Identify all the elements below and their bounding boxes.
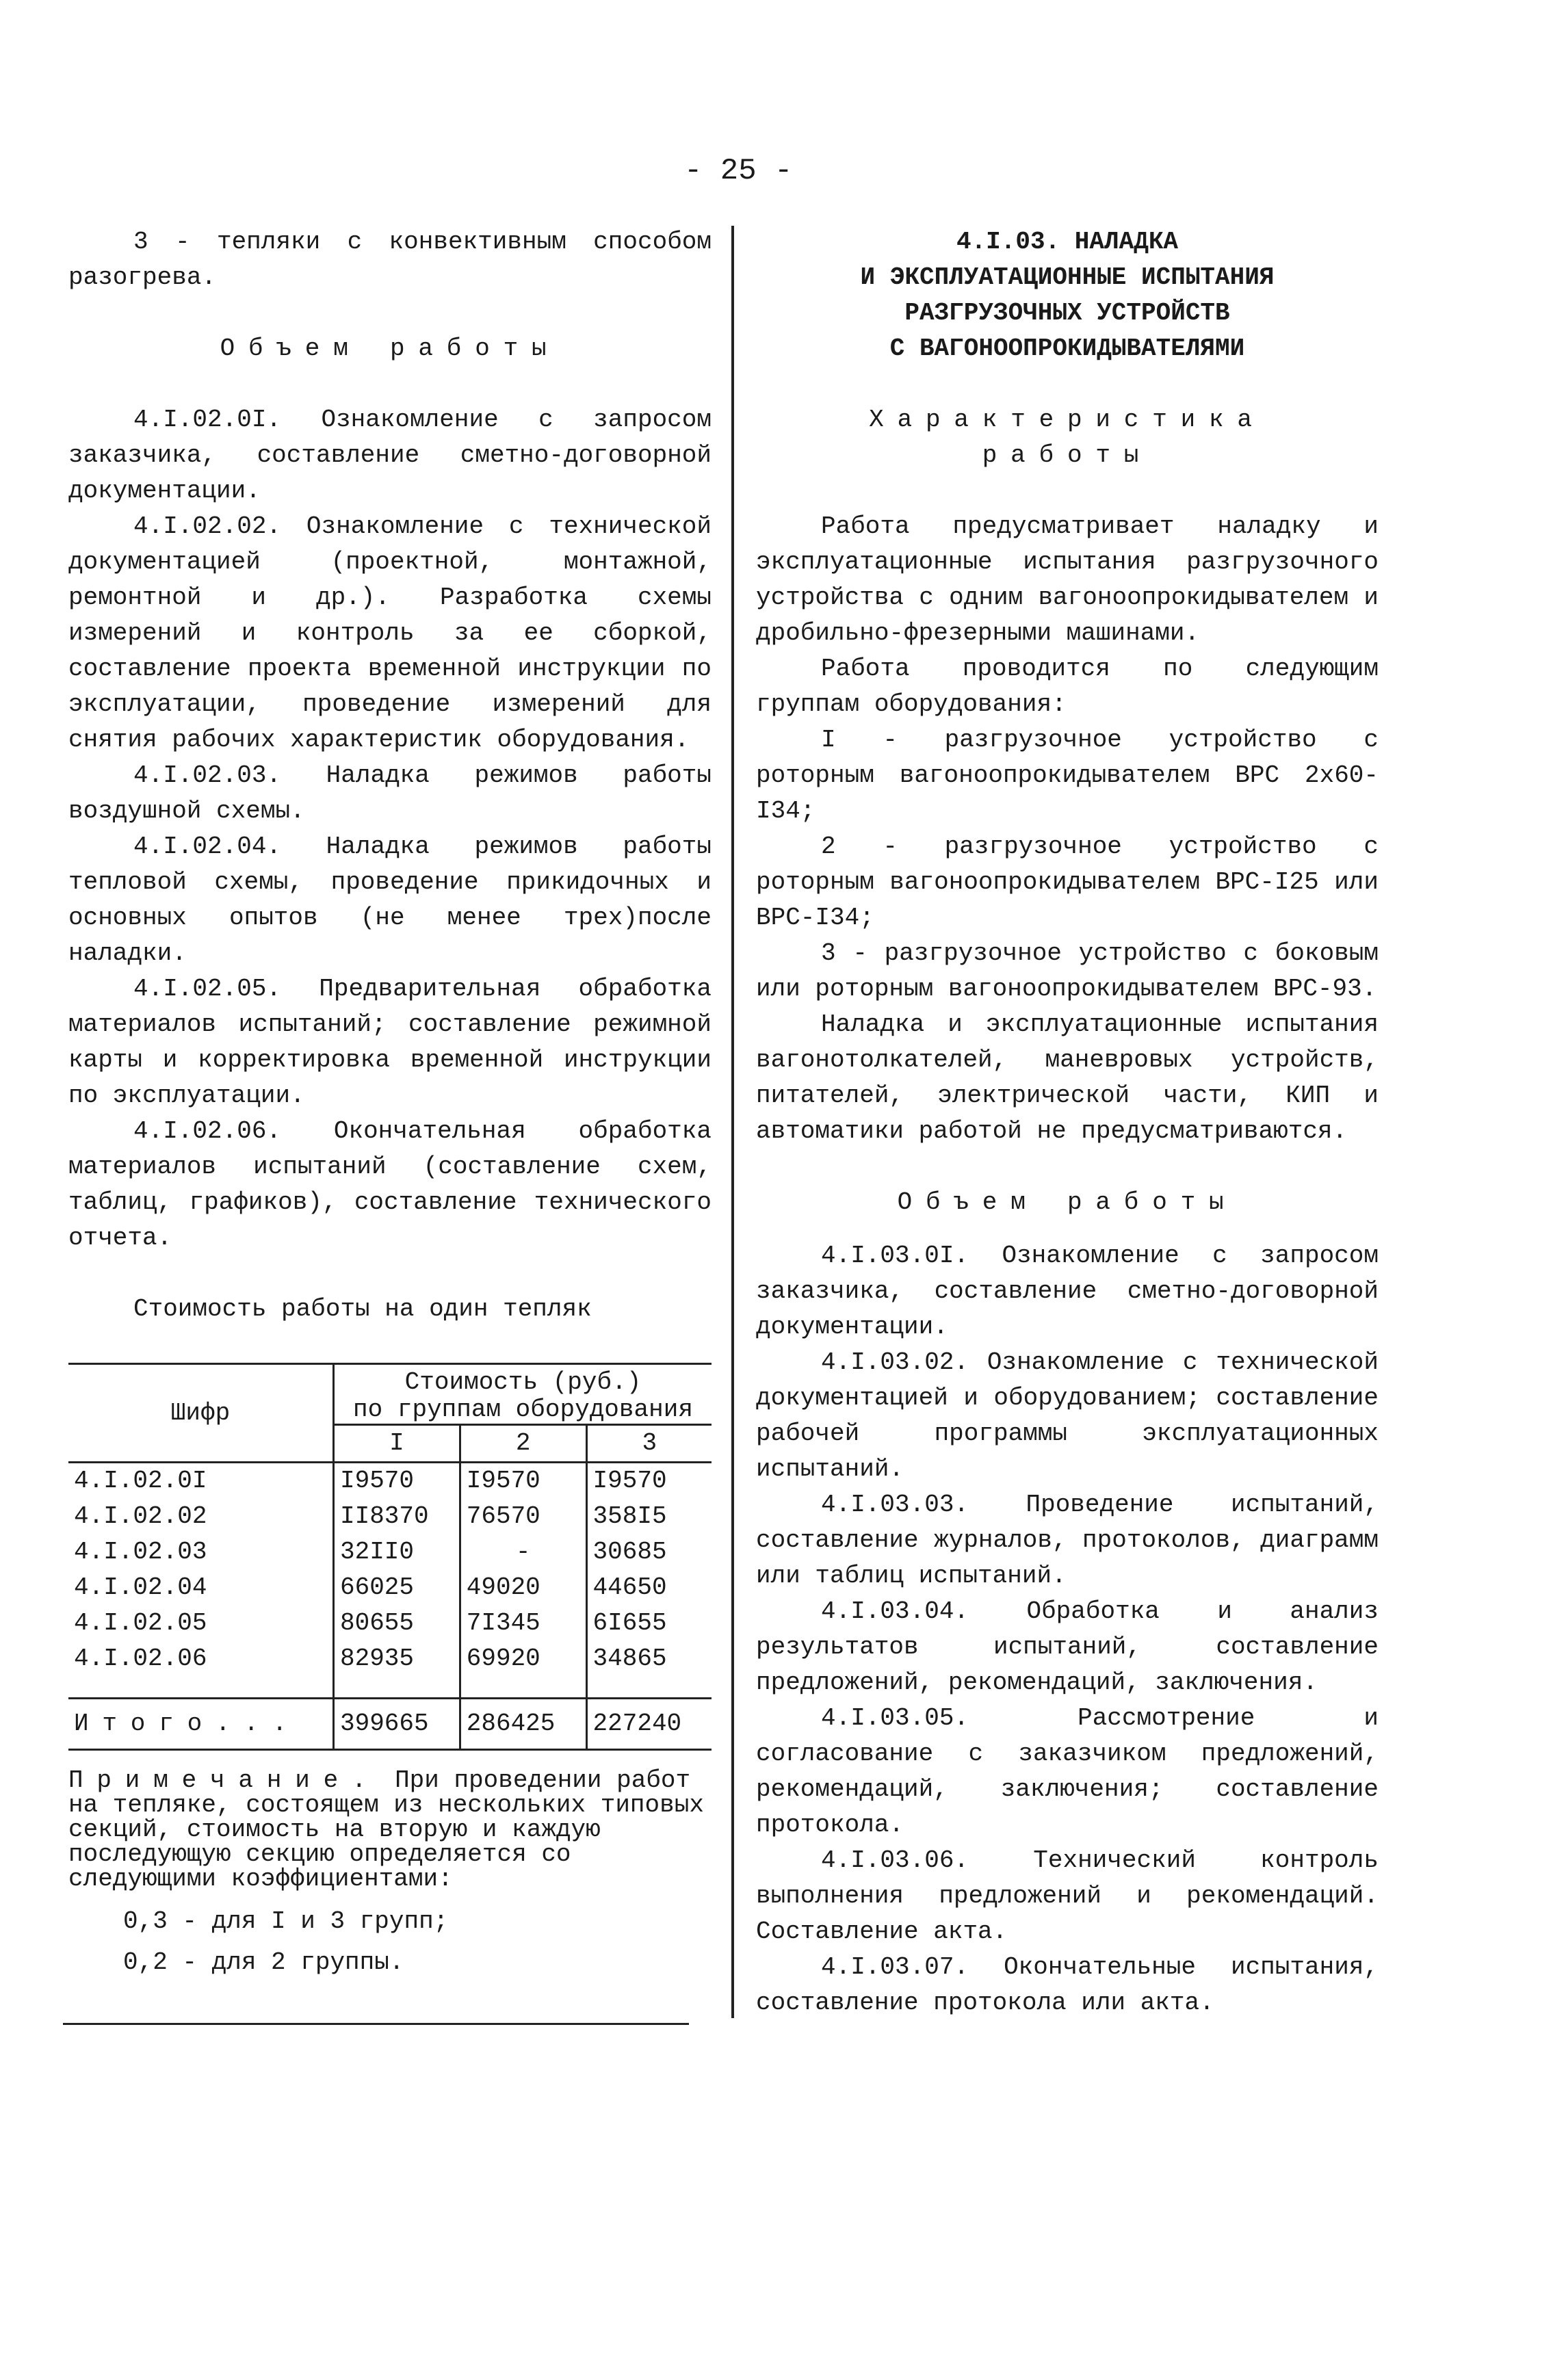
table-cell: II8370	[334, 1499, 460, 1534]
table-cell: 80655	[334, 1606, 460, 1641]
table-header-cost-line1: Стоимость (руб.)	[404, 1368, 642, 1396]
work-item: 4.I.02.06. Окончательная обработка материалов испытаний (составление схем, таблиц, графиков), составление технического отчета.	[68, 1117, 712, 1252]
work-item: 4.I.02.05. Предварительная обработка материалов испытаний; составление режимной карты и корректировка временной инструкции по эксплуатации.	[68, 975, 712, 1110]
description-paragraph: Работа проводится по следующим группам оборудования:	[756, 655, 1379, 718]
note-text: При проведении работ на тепляке, состоящем из нескольких типовых секций, стоимость на вторую и каждую последующую секцию определяется со следующими коэффициентами:	[68, 1766, 704, 1893]
table-cell-code: 4.I.02.0I	[74, 1467, 207, 1495]
table-cell: 49020	[460, 1570, 586, 1606]
table-cell: 34865	[586, 1641, 712, 1699]
table-cell: 69920	[460, 1641, 586, 1699]
table-header-cost	[334, 1364, 712, 1425]
table-cell: 32II0	[334, 1534, 460, 1570]
table-row	[68, 1641, 712, 1699]
table-cell: 82935	[334, 1641, 460, 1699]
note-list-item: 0,3 - для I и 3 групп;	[123, 1907, 449, 1935]
table-header-code: Шифр	[68, 1364, 334, 1463]
scope-heading-right: Объем работы	[897, 1188, 1238, 1216]
group-item: I - разгрузочное устройство с роторным вагоноопрокидывателем ВРС 2х60-I34;	[756, 726, 1379, 825]
table-group-header: 2	[460, 1425, 586, 1463]
section-heading-line: И ЭКСПЛУАТАЦИОННЫЕ ИСПЫТАНИЯ	[860, 263, 1275, 291]
cost-table-title: Стоимость работы на один тепляк	[133, 1295, 592, 1323]
column-divider	[731, 226, 734, 2018]
right-column	[756, 224, 1379, 2021]
table-cell: 30685	[586, 1534, 712, 1570]
table-header-cost-line2: по группам оборудования	[353, 1396, 693, 1424]
table-group-header: 3	[586, 1425, 712, 1463]
work-item: 4.I.03.07. Окончательные испытания, составление протокола или акта.	[756, 1953, 1379, 2017]
work-item: 4.I.02.0I. Ознакомление с запросом заказчика, составление сметно-договорной документации.	[68, 406, 712, 505]
table-cell: I9570	[586, 1463, 712, 1500]
section-heading-line: С ВАГОНООПРОКИДЫВАТЕЛЯМИ	[889, 335, 1245, 363]
table-cell-code: 4.I.02.06	[68, 1641, 334, 1699]
table-total-cell: 227240	[586, 1699, 712, 1750]
group-item: 2 - разгрузочное устройство с роторным вагоноопрокидывателем ВРС-I25 или ВРС-I34;	[756, 833, 1379, 932]
note-list-item: 0,2 - для 2 группы.	[123, 1948, 404, 1976]
table-group-header: I	[334, 1425, 460, 1463]
table-cell-code: 4.I.02.02	[74, 1502, 207, 1530]
table-cell: 358I5	[586, 1499, 712, 1534]
table-cell: -	[460, 1534, 586, 1570]
scope-heading-left: Объем работы	[220, 335, 560, 363]
table-total-row	[68, 1699, 712, 1750]
work-item: 4.I.02.02. Ознакомление с технической документацией (проектной, монтажной, ремонтной и др.). Разработка схемы измерений и контроль за ее сборкой, составление проекта временной инструкции по эксплуатации, проведение измерений для снятия рабочих характеристик оборудования.	[68, 512, 712, 754]
table-total-cell: 399665	[334, 1699, 460, 1750]
bottom-rule	[63, 2023, 689, 2025]
description-paragraph: Работа предусматривает наладку и эксплуатационные испытания разгрузочного устройства с одним вагоноопрокидывателем и дробильно-фрезерными машинами.	[756, 512, 1379, 647]
work-item: 4.I.02.04. Наладка режимов работы тепловой схемы, проведение прикидочных и основных опытов (не менее трех)после наладки.	[68, 833, 712, 967]
intro-paragraph: 3 - тепляки с конвективным способом разогрева.	[68, 228, 712, 291]
section-heading-line: РАЗГРУЗОЧНЫХ УСТРОЙСТВ	[904, 299, 1230, 327]
work-item: 4.I.02.03. Наладка режимов работы воздушной схемы.	[68, 761, 712, 825]
table-row	[68, 1499, 712, 1534]
table-cell: 6I655	[586, 1606, 712, 1641]
characteristic-heading-2: работы	[982, 441, 1153, 469]
table-total-cell: 286425	[460, 1699, 586, 1750]
work-item: 4.I.03.0I. Ознакомление с запросом заказчика, составление сметно-договорной документации.	[756, 1242, 1379, 1341]
table-cell-code: 4.I.02.05	[74, 1609, 207, 1637]
note-paragraph	[68, 1768, 712, 1892]
group-item: 3 - разгрузочное устройство с боковым или роторным вагоноопрокидывателем ВРС-93.	[756, 939, 1379, 1003]
table-row	[68, 1463, 712, 1500]
work-item: 4.I.03.03. Проведение испытаний, составление журналов, протоколов, диаграмм или таблиц испытаний.	[756, 1491, 1379, 1590]
work-item: 4.I.03.05. Рассмотрение и согласование с заказчиком предложений, рекомендаций, заключения; составление протокола.	[756, 1704, 1379, 1839]
table-cell: I9570	[334, 1463, 460, 1500]
table-row	[68, 1534, 712, 1570]
cost-table	[68, 1363, 712, 1751]
section-heading-line: 4.I.03. НАЛАДКА	[956, 228, 1179, 256]
table-cell: 76570	[460, 1499, 586, 1534]
table-total-label: Итого...	[68, 1699, 334, 1750]
work-item: 4.I.03.04. Обработка и анализ результатов испытаний, составление предложений, рекомендаций, заключения.	[756, 1597, 1379, 1697]
description-paragraph: Наладка и эксплуатационные испытания вагонотолкателей, маневровых устройств, питателей, электрической части, КИП и автоматики работой не предусматриваются.	[756, 1010, 1379, 1145]
characteristic-heading: Характеристика	[869, 406, 1266, 434]
table-cell-code: 4.I.02.03	[74, 1538, 207, 1566]
table-cell: I9570	[460, 1463, 586, 1500]
table-row	[68, 1570, 712, 1606]
table-cell: 7I345	[460, 1606, 586, 1641]
table-cell: 44650	[586, 1570, 712, 1606]
work-item: 4.I.03.02. Ознакомление с технической документацией и оборудованием; составление рабочей программы эксплуатационных испытаний.	[756, 1348, 1379, 1483]
note-label: Примечание.	[68, 1766, 380, 1794]
left-column	[68, 224, 712, 1983]
work-item: 4.I.03.06. Технический контроль выполнения предложений и рекомендаций. Составление акта.	[756, 1846, 1379, 1946]
table-cell: 66025	[334, 1570, 460, 1606]
table-cell-code: 4.I.02.04	[74, 1573, 207, 1601]
table-row	[68, 1606, 712, 1641]
page-number: - 25 -	[684, 154, 793, 188]
